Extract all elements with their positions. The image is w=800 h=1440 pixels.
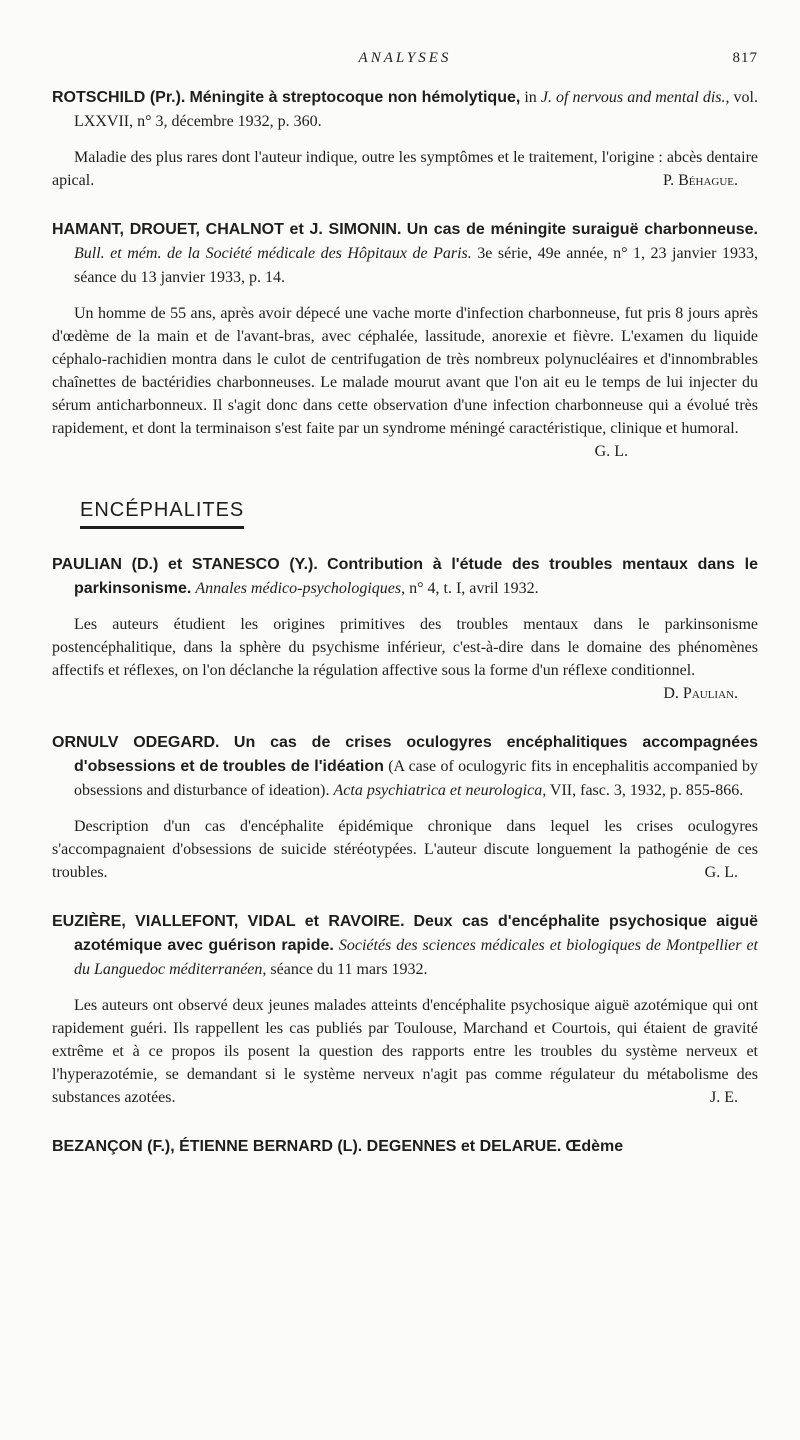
signature: P. Béhague. (662, 172, 738, 189)
abstract (52, 613, 758, 702)
authors: BEZANÇON (F.), ÉTIENNE BERNARD (L). DEGENNES et DELARUE. (52, 1138, 562, 1155)
authors: EUZIÈRE, VIALLEFONT, VIDAL et RAVOIRE. (52, 913, 405, 930)
abstract-text: Les auteurs étudient les origines primitives des troubles mentaux dans le parkinsonisme postencéphalitique, dans la sphère du psychisme inférieur, c'est-à-dire dans le domaine des phénomènes affectifs et réflexes, on l'on déclanche la régulation affective sous la forme d'un réflexe conditionnel. (52, 616, 758, 679)
ref-prefix: in (520, 89, 541, 106)
ref-details: 3e série, 49e année, n° 1, 23 janvier 1933, séance du 13 janvier 1933, p. 14. (74, 245, 759, 286)
citation (52, 731, 758, 803)
page-content (52, 86, 758, 1185)
running-title: ANALYSES (358, 50, 452, 66)
article-title: Contribution à l'étude des troubles mentaux dans le parkinsonisme. (74, 556, 759, 597)
journal-reference: Annales médico-psychologiques, (195, 580, 406, 597)
authors: ROTSCHILD (Pr.). (52, 89, 186, 106)
citation (52, 553, 758, 601)
ref-details: , vol. LXXVII, n° 3, décembre 1932, p. 360. (74, 89, 759, 130)
authors: ORNULV ODEGARD. (52, 734, 220, 751)
article-title: Œdème (565, 1138, 624, 1155)
ref-details: VII, fasc. 3, 1932, p. 855-866. (546, 782, 744, 799)
ref-details: n° 4, t. I, avril 1932. (405, 580, 539, 597)
authors: HAMANT, DROUET, CHALNOT et J. SIMONIN. (52, 221, 402, 238)
entry-odegard (52, 731, 758, 884)
page-number: 817 (732, 50, 758, 66)
entry-bezancon (52, 1135, 758, 1159)
abstract: Un homme de 55 ans, après avoir dépecé une vache morte d'infection charbonneuse, fut pris 8 jours après d'œdème de la main et de l'avant-bras, avec céphalée, lassitude, anorexie et fièvre. L'examen du liquide céphalo-rachidien montra dans le culot de centrifugation de très nombreux polynucléaires et d'innombrables chaînettes de bactéridies charbonneuses. Le malade mourut avant que l'on ait eu le temps de lui injecter du sérum anticharbonneux. Il s'agit donc dans cette observation d'une infection charbonneuse qui a évolué très rapidement, et dont la terminaison s'est faite par un syndrome méningé caractéristique, clinique et humoral. (52, 305, 758, 437)
entry-paulian (52, 553, 758, 705)
article-title: Deux cas d'encéphalite psychosique aiguë azotémique avec guérison rapide. (74, 913, 758, 954)
abstract-text: Les auteurs ont observé deux jeunes malades atteints d'encéphalite psychosique aiguë azotémique qui ont rapidement guéri. Ils rappellent les cas publiés par Toulouse, Marchand et Courtois, qui étaient de gravité extrême et à ce propos ils posent la question des rapports entre les troubles du système nerveux et l'hyperazotémie, se demandant si le système nerveux n'agit pas comme régulateur du métabolisme des substances azotées. (52, 997, 758, 1106)
article-title: Méningite à streptocoque non hémolytique, (189, 89, 521, 106)
entry-hamant (52, 218, 758, 463)
entry-euziere (52, 910, 758, 1109)
abstract-text: Description d'un cas d'encéphalite épidémique chronique dans lequel les crises oculogyres s'accompagnaient d'obsessions de suicide stéréotypées. L'auteur discute longuement la pathogénie de ces troubles. (52, 818, 758, 881)
signature: G. L. (704, 864, 738, 881)
journal-reference: J. of nervous and mental dis. (540, 89, 726, 106)
abstract (52, 146, 758, 192)
journal-reference: Bull. et mém. de la Société médicale des Hôpitaux de Paris. (74, 245, 472, 262)
signature: D. Paulian. (663, 685, 738, 702)
citation (52, 218, 758, 290)
running-head (52, 50, 758, 74)
authors: PAULIAN (D.) et STANESCO (Y.). (52, 556, 318, 573)
article-title: Un cas de crises oculogyres encéphalitiques accompagnées d'obsessions et de troubles de l'idéation (74, 734, 758, 775)
citation (52, 1135, 758, 1159)
signature: J. E. (710, 1089, 738, 1106)
entry-rotschild (52, 86, 758, 192)
journal-reference: Sociétés des sciences médicales et biologiques de Montpellier et du Languedoc méditerranéen, (74, 937, 759, 978)
abstract (52, 994, 758, 1109)
article-title: Un cas de méningite suraiguë charbonneuse. (406, 221, 758, 238)
ref-prefix: (A case of oculogyric fits in encephalitis accompanied by obsessions and disturbance of ideation). (74, 758, 759, 799)
abstract (52, 815, 758, 884)
abstract-text: Maladie des plus rares dont l'auteur indique, outre les symptômes et le traitement, l'origine : abcès dentaire apical. (52, 149, 758, 189)
citation (52, 910, 758, 982)
signature: G. L. (594, 443, 628, 460)
section-heading: ENCÉPHALITES (80, 499, 244, 529)
citation (52, 86, 758, 134)
journal-reference: Acta psychiatrica et neurologica, (333, 782, 547, 799)
ref-details: séance du 11 mars 1932. (266, 961, 428, 978)
